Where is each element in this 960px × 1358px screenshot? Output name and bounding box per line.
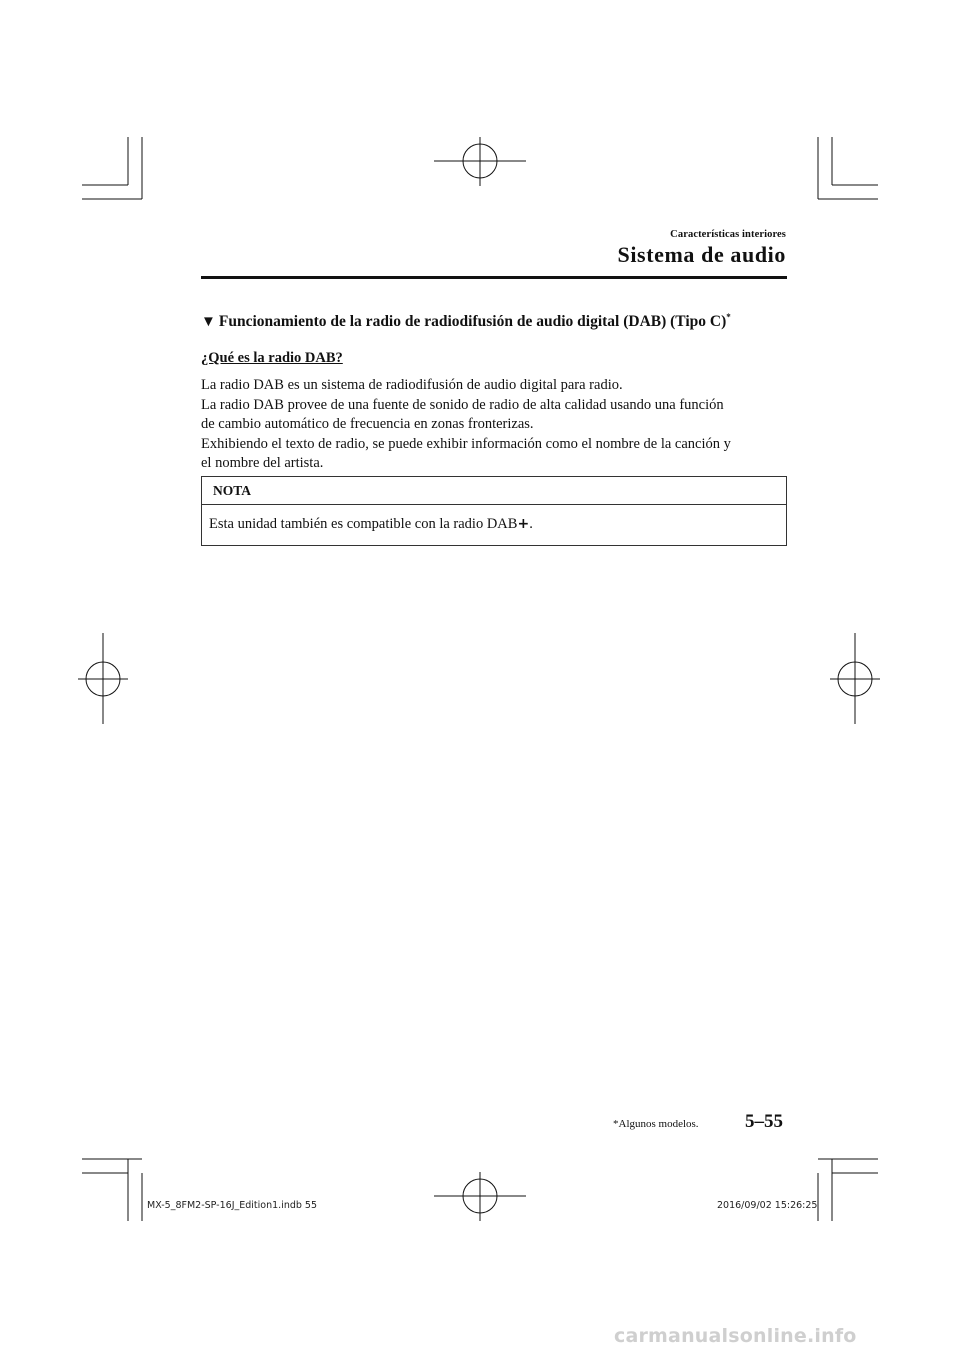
note-text-end: . (529, 516, 533, 532)
page-number: 5–55 (745, 1111, 783, 1132)
chapter-subtitle: Características interiores (670, 229, 786, 240)
note-text: Esta unidad también es compatible con la radio DAB (209, 516, 518, 532)
body-line: La radio DAB provee de una fuente de sonido de radio de alta calidad usando una función (201, 396, 724, 413)
body-line: de cambio automático de frecuencia en zonas fronterizas. (201, 416, 534, 433)
header-rule (201, 276, 787, 279)
page-title: Sistema de audio (617, 242, 786, 267)
note-label: NOTA (202, 477, 786, 505)
footnote: *Algunos modelos. (613, 1118, 699, 1130)
plus-icon: + (517, 516, 530, 532)
section-heading (201, 313, 801, 331)
watermark: carmanualsonline.info (614, 1325, 857, 1347)
body-line: el nombre del artista. (201, 455, 324, 472)
heading-footnote-marker: * (726, 311, 731, 322)
body-text (201, 376, 791, 474)
subheading: ¿Qué es la radio DAB? (201, 350, 343, 366)
print-timestamp: 2016/09/02 15:26:25 (717, 1200, 818, 1211)
note-body (202, 505, 786, 533)
note-box (201, 476, 787, 546)
body-line: Exhibiendo el texto de radio, se puede exhibir información como el nombre de la canción y (201, 435, 731, 452)
body-line: La radio DAB es un sistema de radiodifusión de audio digital para radio. (201, 377, 623, 393)
print-file-info: MX-5_8FM2-SP-16J_Edition1.indb 55 (147, 1200, 318, 1211)
triangle-down-icon: ▼ (201, 314, 216, 330)
section-heading-text: Funcionamiento de la radio de radiodifusión de audio digital (DAB) (Tipo C) (218, 313, 727, 330)
